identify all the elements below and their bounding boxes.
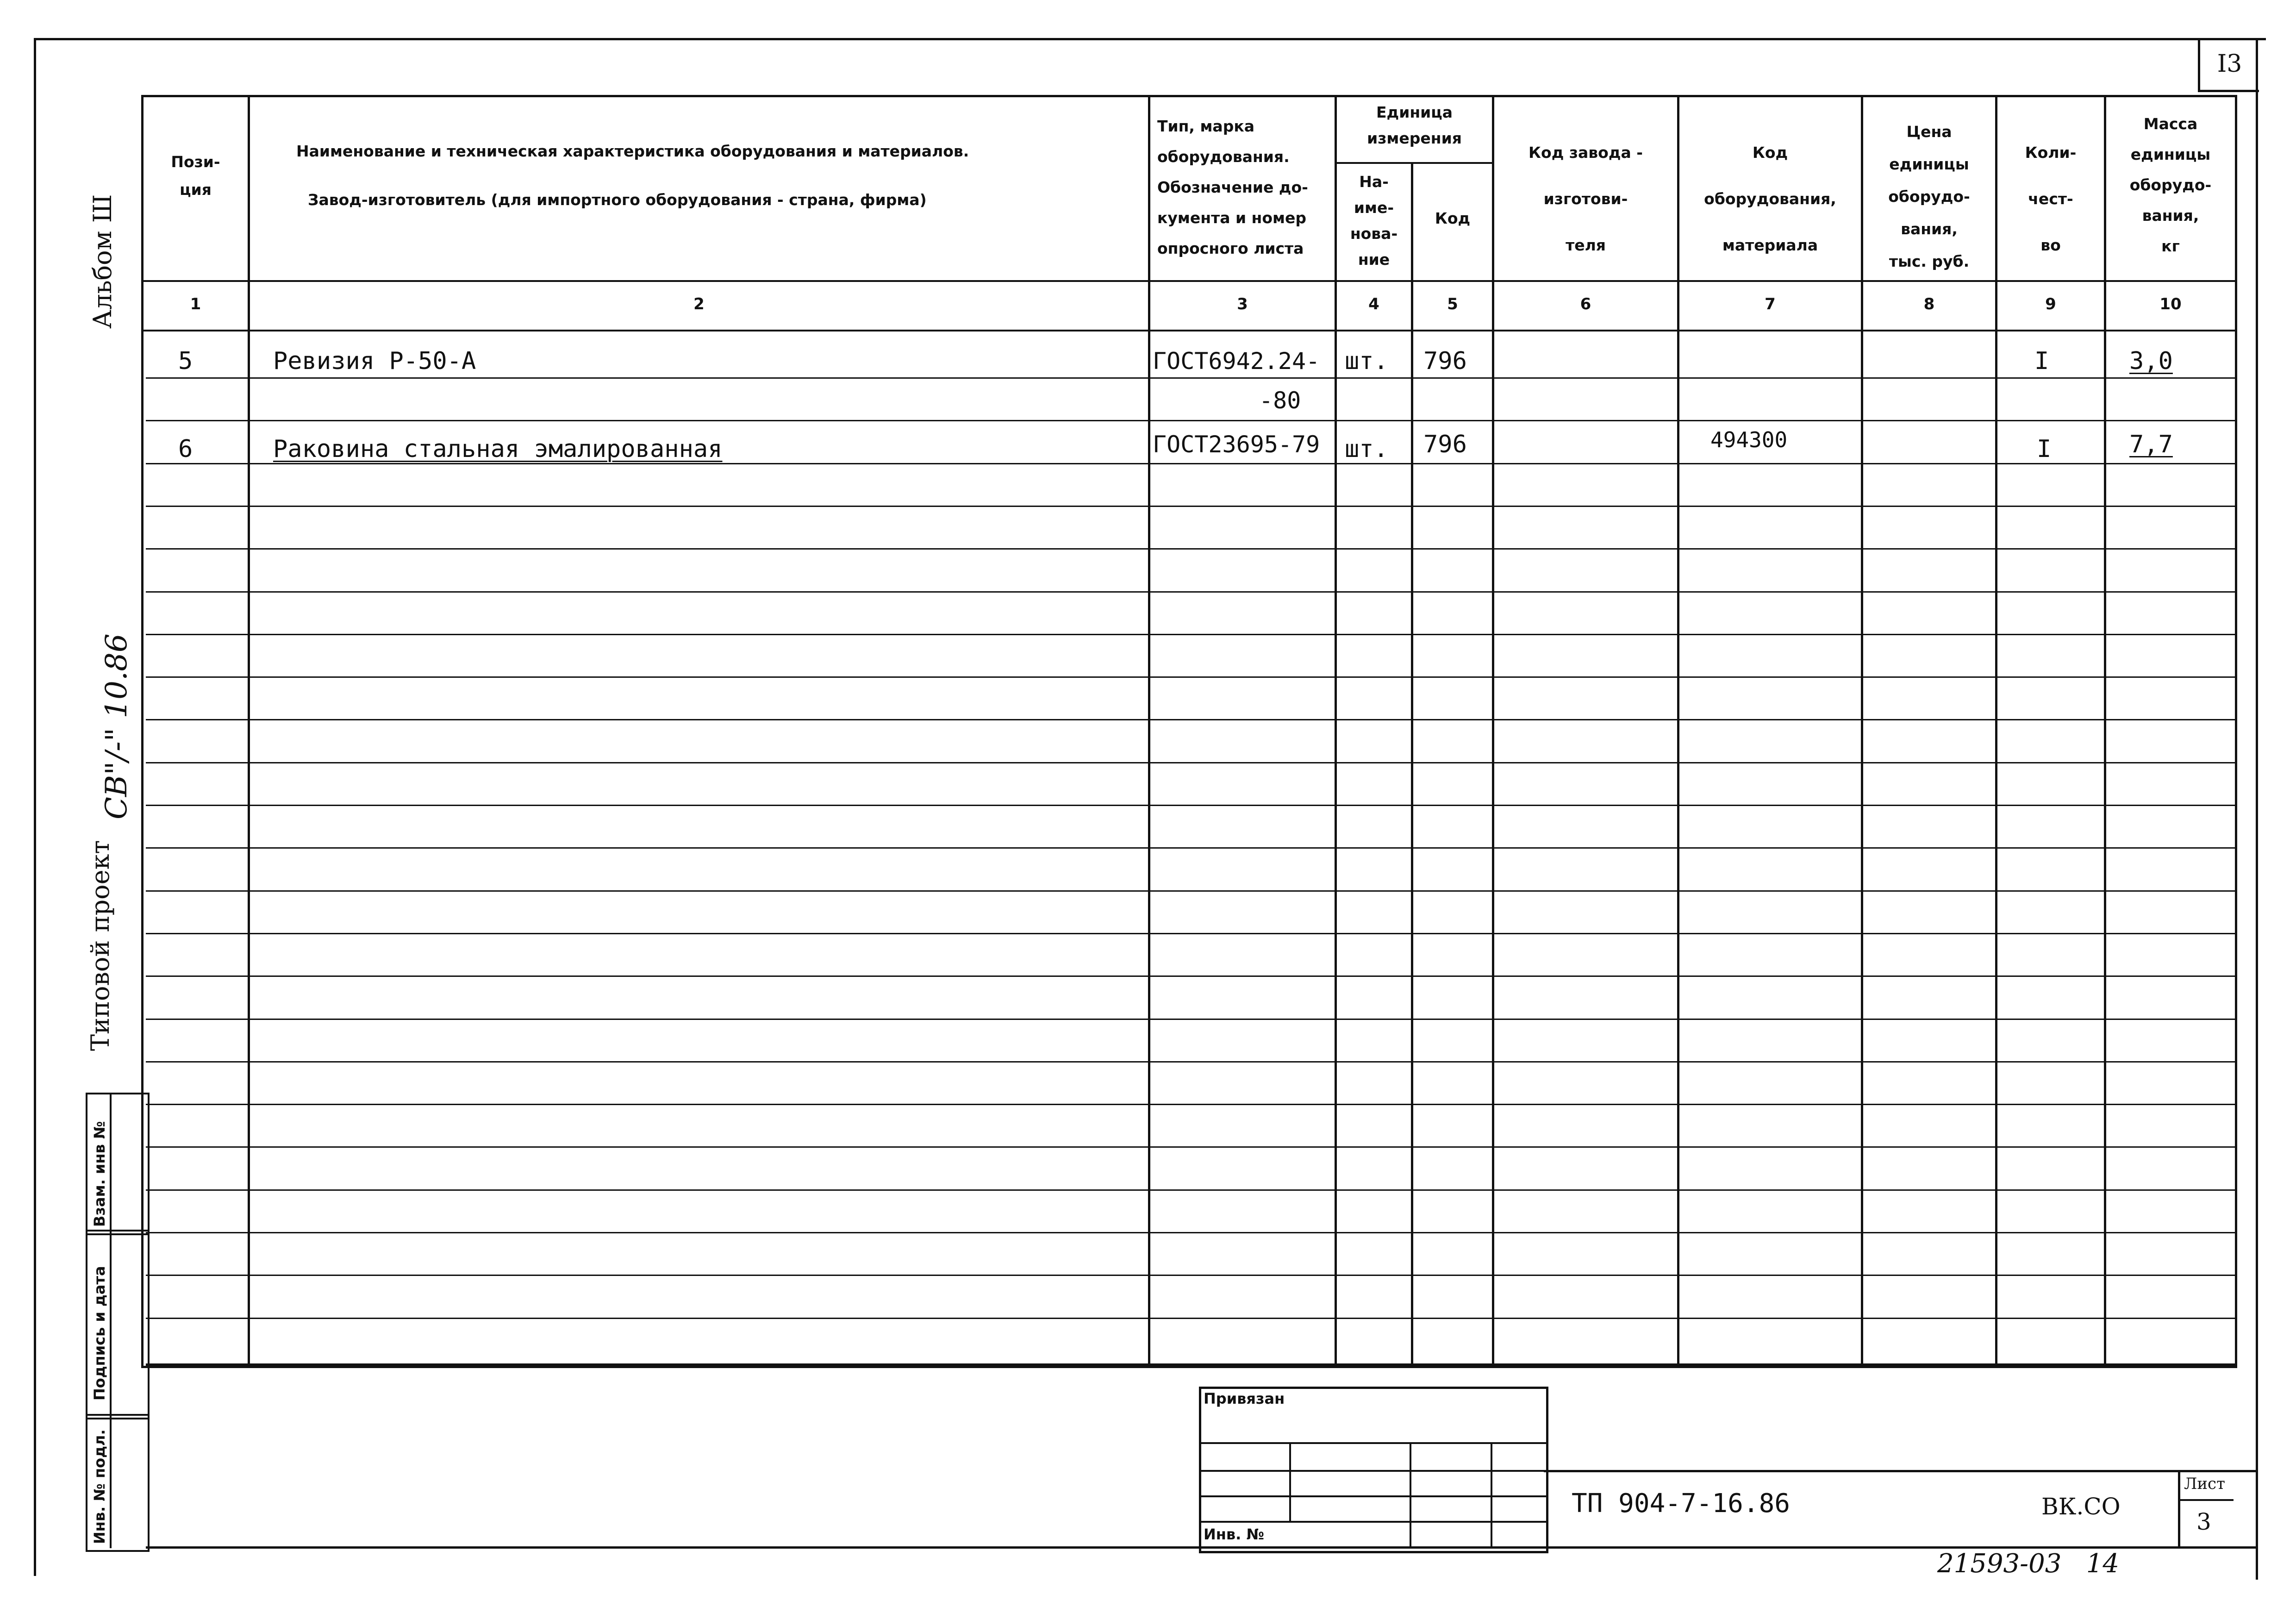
colnum-3: 3	[1237, 295, 1248, 313]
header-unit-code: Код	[1435, 209, 1471, 227]
colnum-bottom	[141, 330, 2235, 331]
attached-col-1	[1289, 1442, 1291, 1521]
sheet-value: 3	[2196, 1508, 2211, 1535]
colnum-8: 8	[1923, 295, 1935, 313]
row-1-unit-code: 796	[1423, 347, 1467, 375]
row-line	[146, 1232, 2235, 1233]
attached-row-4	[1199, 1521, 1546, 1523]
row-1-unit: шт.	[1345, 347, 1388, 375]
row-2-type: ГОСТ23695-79	[1153, 431, 1320, 458]
table-bottom-line	[146, 1363, 2235, 1366]
row-1-type-cont: -80	[1259, 387, 1301, 414]
colnum-5: 5	[1447, 295, 1458, 313]
project-number-handwritten: СВ"/-" 10.86	[100, 633, 134, 819]
row-2-quantity: I	[2037, 435, 2052, 463]
header-name-line2: Завод-изготовитель (для импортного оборудования - страна, фирма)	[308, 191, 927, 209]
row-line	[146, 1146, 2235, 1148]
row-2-mass: 7,7	[2129, 431, 2173, 458]
row-line	[146, 634, 2235, 635]
colnum-6: 6	[1580, 295, 1591, 313]
row-1-name: Ревизия Р-50-А	[273, 347, 476, 375]
attached-row-3	[1199, 1495, 1546, 1497]
row-line	[146, 548, 2235, 550]
row-line	[146, 890, 2235, 892]
row-line	[146, 805, 2235, 806]
signature-date-label: Подпись и дата	[91, 1266, 108, 1400]
row-line	[146, 933, 2235, 934]
attached-label: Привязан	[1204, 1390, 1285, 1407]
header-unit-name: На- име- нова- ние	[1350, 173, 1398, 269]
attached-row-2	[1199, 1470, 1546, 1472]
row-1-mass: 3,0	[2129, 347, 2173, 375]
attached-row-1	[1199, 1442, 1546, 1444]
header-type: Тип, марка оборудования. Обозначение до- кумента и номер опросного листа	[1157, 117, 1308, 257]
sheet-label: Лист	[2184, 1475, 2225, 1493]
row-2-unit-code: 796	[1423, 431, 1467, 458]
colnum-2: 2	[693, 295, 705, 313]
header-bottom	[141, 280, 2235, 282]
colnum-10: 10	[2159, 295, 2182, 313]
footer-inventory-number: 21593-03 14	[1937, 1549, 2119, 1579]
colnum-9: 9	[2045, 295, 2056, 313]
row-line	[146, 762, 2235, 763]
title-block-top	[1544, 1470, 2257, 1472]
row-line	[146, 847, 2235, 849]
sheet-number: I3	[2198, 38, 2259, 92]
header-price: Цена единицы оборудо- вания, тыс. руб.	[1888, 123, 1970, 270]
row-line	[146, 975, 2235, 977]
attached-col-2	[1410, 1442, 1411, 1549]
colnum-1: 1	[190, 295, 201, 313]
replacement-inv-label: Взам. инв №	[91, 1121, 108, 1227]
unit-group-divider	[1335, 162, 1492, 164]
project-label: Типовой проект	[86, 840, 115, 1051]
document-code: ТП 904-7-16.86	[1572, 1488, 1791, 1519]
album-label: Альбом Ш	[88, 194, 117, 329]
row-line	[146, 1275, 2235, 1276]
row-1-type: ГОСТ6942.24-	[1153, 348, 1320, 375]
inv-original-label: Инв. № подл.	[91, 1429, 108, 1544]
row-line	[146, 1189, 2235, 1191]
colnum-4: 4	[1368, 295, 1379, 313]
colnum-7: 7	[1765, 295, 1776, 313]
sheet-box-divider	[2178, 1499, 2234, 1501]
header-name-line1: Наименование и техническая характеристика оборудования и материалов.	[296, 142, 969, 160]
row-2-unit: шт.	[1345, 435, 1388, 463]
row-line	[146, 1019, 2235, 1020]
row-line	[146, 1318, 2235, 1319]
row-line	[146, 1061, 2235, 1063]
header-position: Пози- ция	[171, 153, 220, 199]
row-line	[146, 506, 2235, 507]
header-quantity: Коли- чест- во	[2025, 144, 2077, 254]
row-1-position: 5	[178, 347, 193, 375]
row-line	[146, 719, 2235, 720]
row-line	[146, 591, 2235, 593]
section-code: ВК.СО	[2041, 1493, 2121, 1520]
header-equipment-code: Код оборудования, материала	[1704, 144, 1836, 254]
attached-col-3	[1491, 1442, 1492, 1549]
row-2-name: Раковина стальная эмалированная	[273, 435, 723, 463]
frame-right-edge	[2256, 38, 2258, 1580]
header-mass: Масса единицы оборудо- вания, кг	[2129, 115, 2212, 255]
header-unit-group: Единица измерения	[1367, 103, 1462, 147]
row-1-quantity: I	[2034, 347, 2049, 375]
row-line	[146, 1104, 2235, 1105]
inv-no-label: Инв. №	[1204, 1525, 1264, 1543]
row-2-equipment-code: 494300	[1710, 427, 1788, 452]
row-line	[146, 676, 2235, 678]
row-line	[146, 420, 2235, 421]
row-2-position: 6	[178, 435, 193, 463]
header-factory-code: Код завода - изготови- теля	[1529, 144, 1643, 254]
